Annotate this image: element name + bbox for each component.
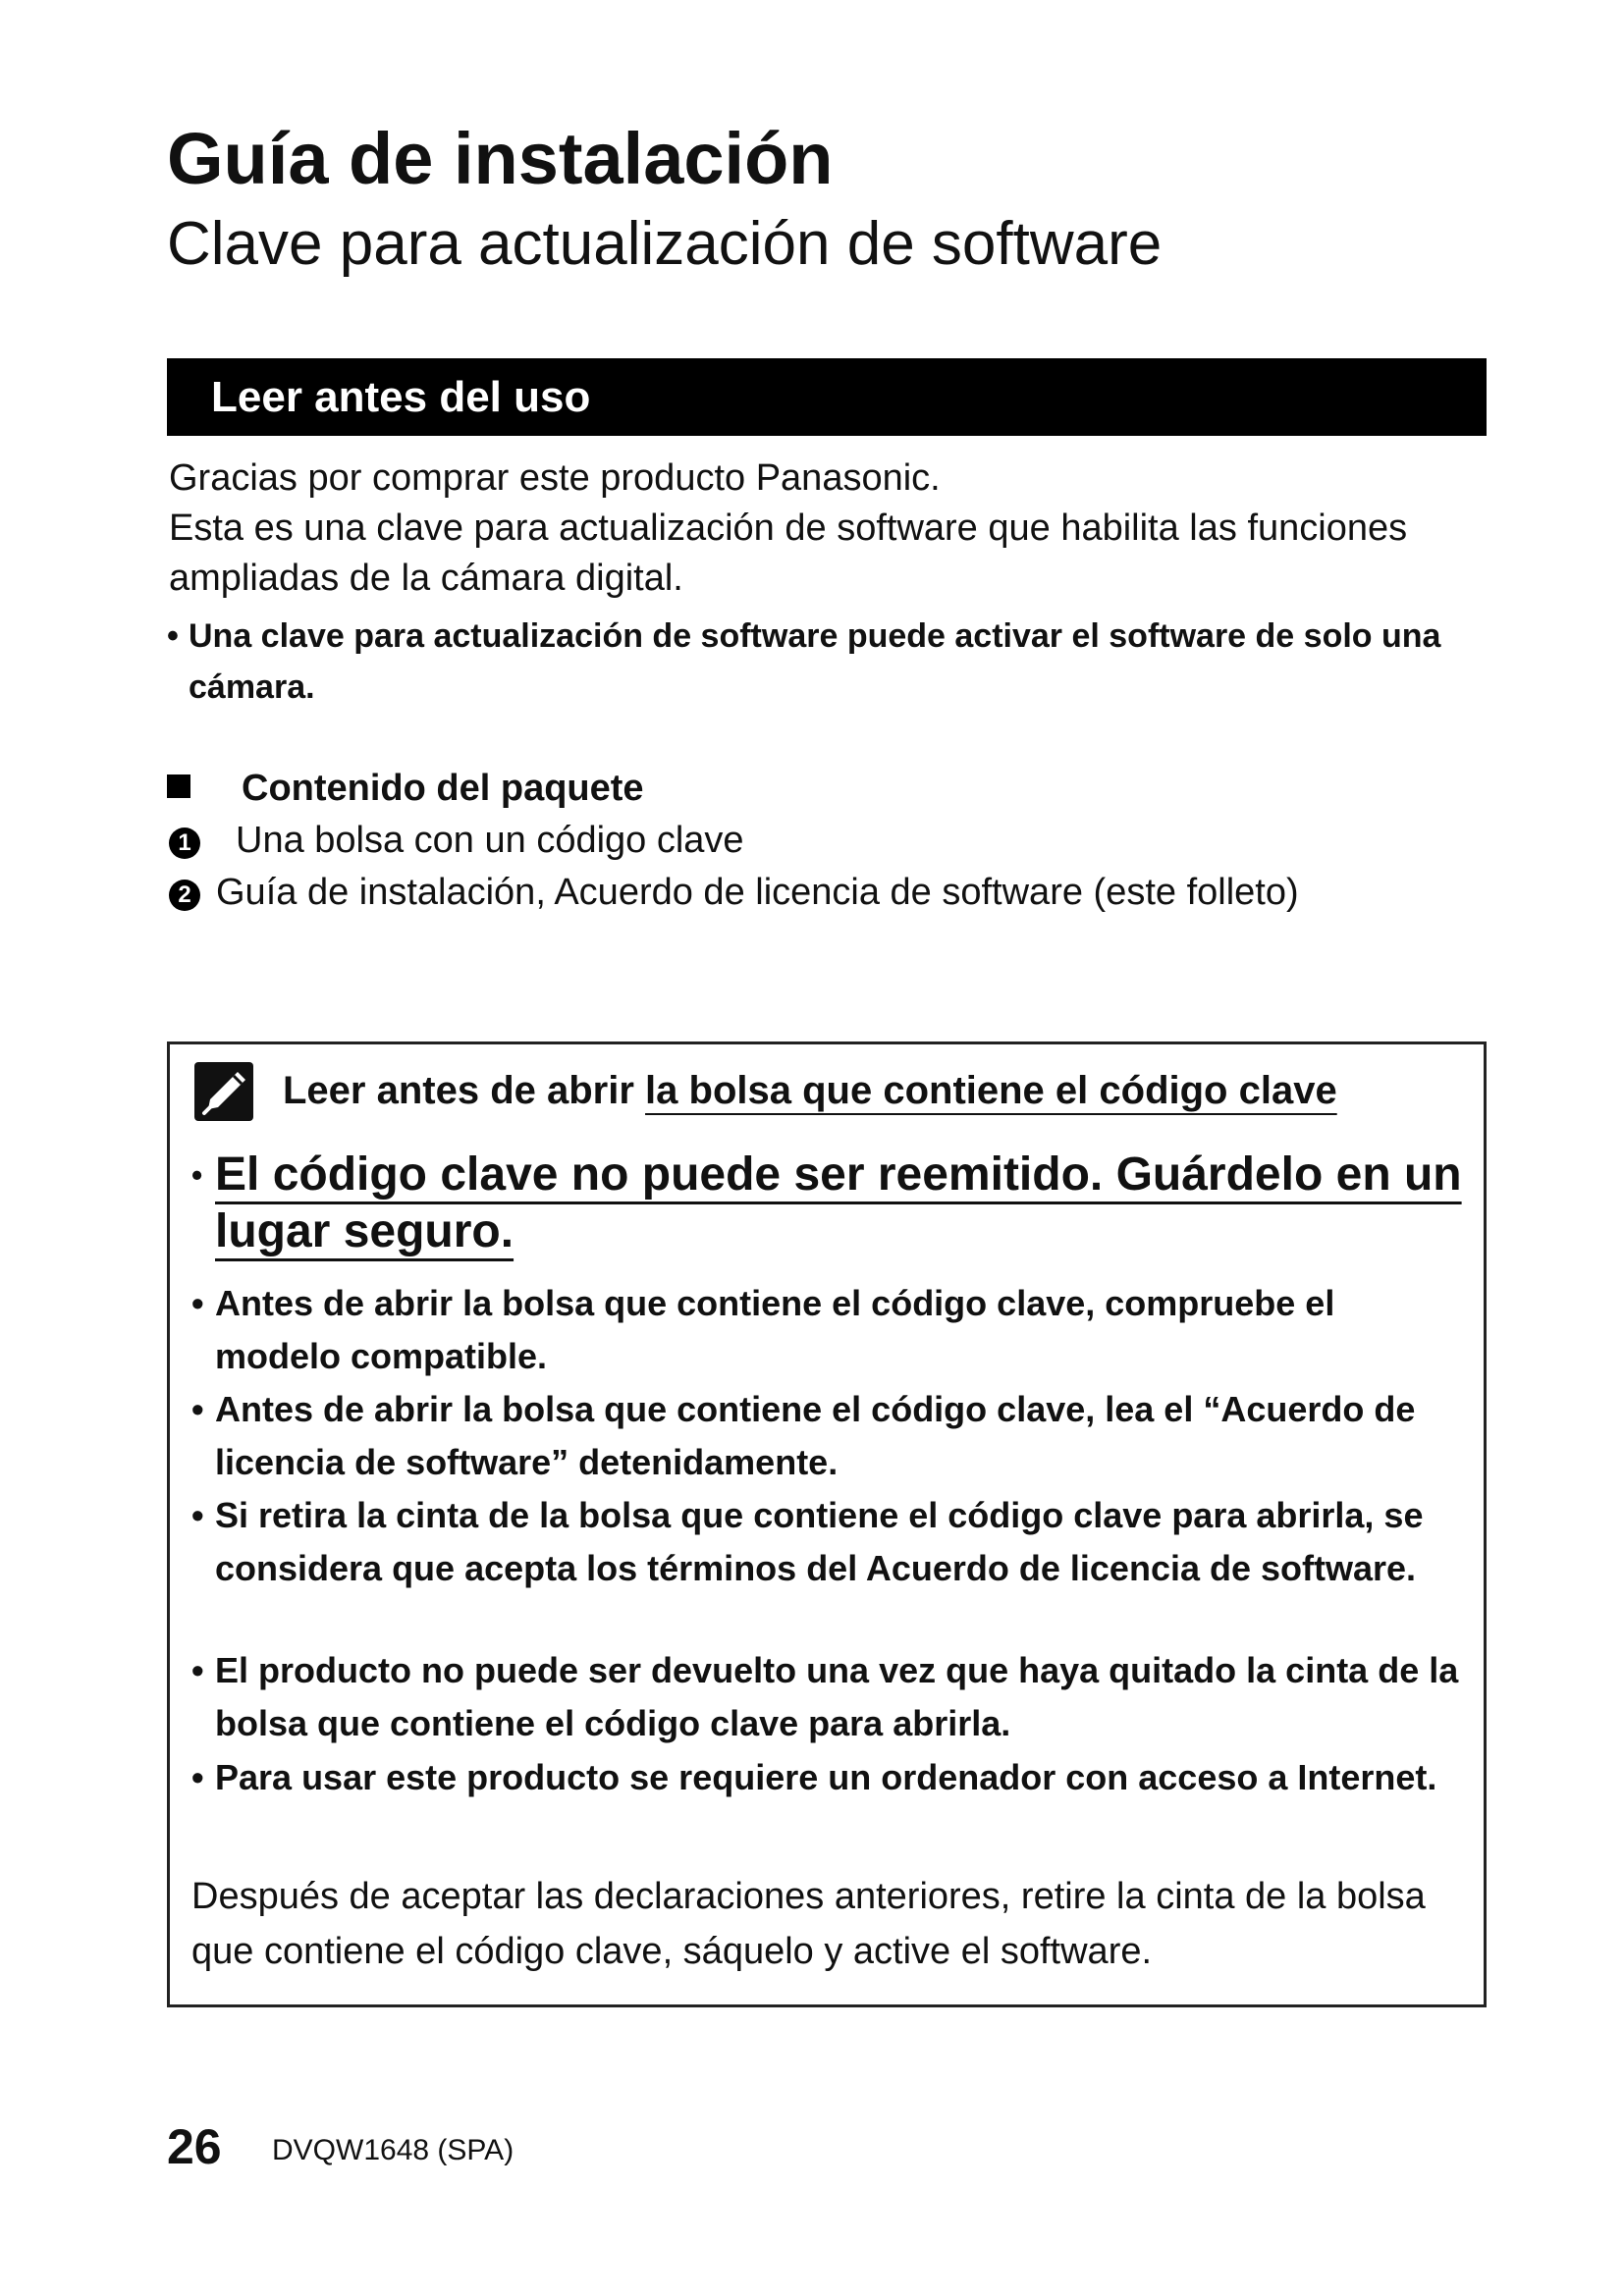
- notice-bullet-text: Antes de abrir la bolsa que contiene el código clave, compruebe el modelo compatible.: [215, 1283, 1335, 1376]
- bullet-dot-icon: •: [167, 617, 179, 655]
- notice-bullet-text: Para usar este producto se requiere un ordenador con acceso a Internet.: [215, 1757, 1437, 1797]
- notice-closing-text: Después de aceptar las declaraciones anteriores, retire la cinta de la bolsa que contiene el código clave, sáquelo y active el software.: [191, 1876, 1426, 1972]
- package-contents-heading: [167, 761, 644, 816]
- notice-bullet: [191, 1644, 1468, 1750]
- notice-bullet: [191, 1751, 1468, 1804]
- bullet-dot-icon: •: [191, 1283, 204, 1323]
- notice-main-bullet: [191, 1147, 1478, 1260]
- intro-line: Gracias por comprar este producto Panasonic.: [169, 457, 941, 499]
- package-item-label: Guía de instalación, Acuerdo de licencia de software (este folleto): [216, 872, 1299, 913]
- notice-bullet: [191, 1383, 1468, 1489]
- number-circle-icon: 2: [169, 880, 200, 911]
- bullet-dot-icon: •: [191, 1495, 204, 1535]
- notice-bullet: [191, 1277, 1468, 1383]
- notice-bullet-text: El producto no puede ser devuelto una vez que haya quitado la cinta de la bolsa que contiene el código clave para abrirla.: [215, 1650, 1459, 1743]
- intro-line: Esta es una clave para actualización de software que habilita las funciones ampliadas de la cámara digital.: [169, 507, 1408, 599]
- package-item-label: Una bolsa con un código clave: [236, 820, 744, 861]
- notice-bullet: [191, 1489, 1468, 1595]
- intro-paragraph: [169, 454, 1494, 604]
- notice-bullet-text: Si retira la cinta de la bolsa que contiene el código clave para abrirla, se considera que acepta los términos del Acuerdo de licencia de software.: [215, 1495, 1424, 1588]
- page-subtitle: Clave para actualización de software: [167, 210, 1163, 278]
- section-header-bar: [167, 358, 1487, 436]
- package-contents-heading-text: Contenido del paquete: [242, 768, 644, 809]
- bullet-dot-icon: •: [191, 1650, 204, 1690]
- bullet-dot-icon: •: [191, 1157, 203, 1193]
- package-item: [169, 865, 1299, 920]
- page-number: 26: [167, 2119, 222, 2174]
- notice-bullet-text: Antes de abrir la bolsa que contiene el código clave, lea el “Acuerdo de licencia de software” detenidamente.: [215, 1389, 1416, 1482]
- notice-box: [167, 1041, 1487, 2007]
- number-circle-icon: 1: [169, 828, 200, 859]
- document-code: DVQW1648 (SPA): [272, 2134, 514, 2166]
- square-bullet-icon: [167, 774, 190, 798]
- pencil-icon: [194, 1062, 253, 1121]
- bullet-dot-icon: •: [191, 1389, 204, 1429]
- notice-main-bullet-text: El código clave no puede ser reemitido. Guárdelo en un lugar seguro.: [215, 1148, 1462, 1257]
- page-title: Guía de instalación: [167, 118, 834, 199]
- bullet-dot-icon: •: [191, 1757, 204, 1797]
- notice-heading-prefix: Leer antes de abrir: [283, 1069, 646, 1112]
- package-item: [169, 813, 744, 868]
- notice-heading: [283, 1066, 1337, 1115]
- intro-note-bullet: [167, 611, 1502, 713]
- intro-note-text: Una clave para actualización de software puede activar el software de solo una cámara.: [189, 617, 1441, 706]
- notice-heading-underlined: la bolsa que contiene el código clave: [645, 1069, 1337, 1112]
- section-header-label: Leer antes del uso: [211, 373, 591, 421]
